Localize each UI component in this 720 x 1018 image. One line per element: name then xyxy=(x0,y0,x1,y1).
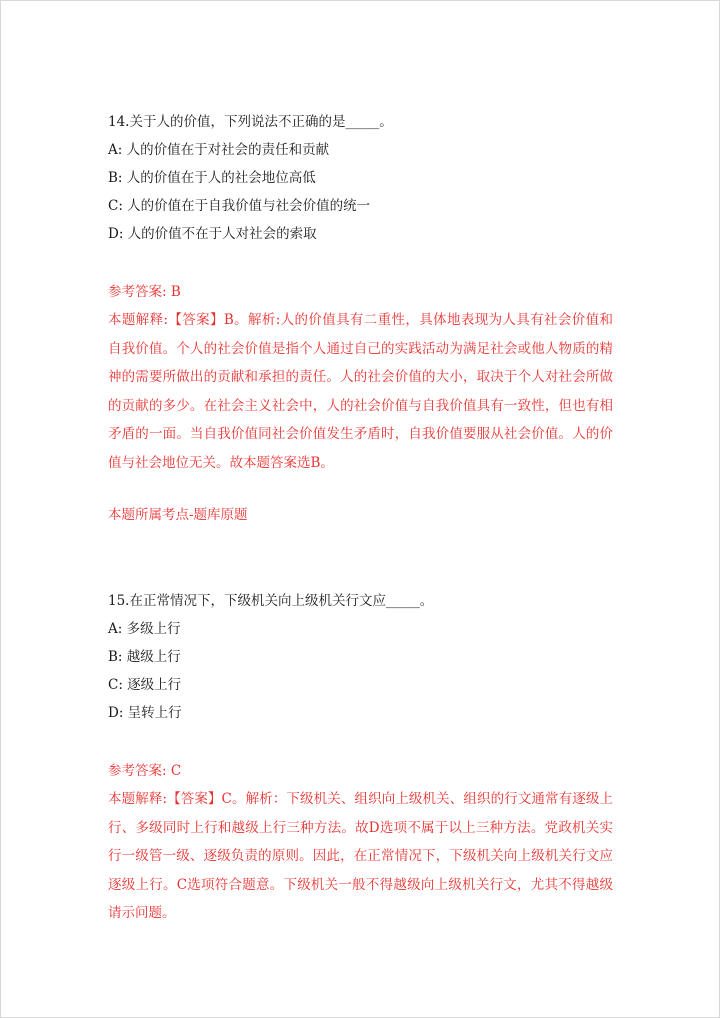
document-content xyxy=(108,108,613,928)
option-c: C: 人的价值在于自我价值与社会价值的统一 xyxy=(108,198,371,214)
option-b: B: 越级上行 xyxy=(108,649,181,665)
question-15 xyxy=(108,587,613,928)
explanation: 本题解释:【答案】C。解析：下级机关、组织向上级机关、组织的行文通常有逐级上行、多级同时上行和越级上行三种方法。故D选项不属于以上三种方法。党政机关实行一级管一级、逐级负责的原则。因此，在正常情况下，下级机关向上级机关行文应逐级上行。C选项符合题意。下级机关一般不得越级向上级机关行文，尤其不得越级请示问题。 xyxy=(108,791,613,921)
option-a: A: 多级上行 xyxy=(108,621,181,637)
option-c: C: 逐级上行 xyxy=(108,677,182,693)
option-d: D: 呈转上行 xyxy=(108,705,182,721)
question-title: 15.在正常情况下，下级机关向上级机关行文应_____。 xyxy=(108,593,434,609)
answer-line: 参考答案: B xyxy=(108,284,181,300)
option-a: A: 人的价值在于对社会的责任和贡献 xyxy=(108,142,330,158)
source-tag: 本题所属考点-题库原题 xyxy=(108,507,248,523)
question-title: 14.关于人的价值，下列说法不正确的是_____。 xyxy=(108,114,393,130)
explanation: 本题解释:【答案】B。解析:人的价值具有二重性，具体地表现为人具有社会价值和自我价值。个人的社会价值是指个人通过自己的实践活动为满足社会或他人物质的精神的需要所做出的贡献和承担的责任。人的社会价值的大小，取决于个人对社会所做的贡献的多少。在社会主义社会中，人的社会价值与自我价值具有一致性，但也有相矛盾的一面。当自我价值同社会价值发生矛盾时，自我价值要服从社会价值。人的价值与社会地位无关。故本题答案选B。 xyxy=(108,312,613,471)
spacer xyxy=(108,248,613,278)
spacer xyxy=(108,727,613,757)
question-14 xyxy=(108,108,613,529)
spacer xyxy=(108,529,613,587)
option-b: B: 人的价值在于人的社会地位高低 xyxy=(108,170,316,186)
answer-line: 参考答案: C xyxy=(108,763,182,779)
option-d: D: 人的价值不在于人对社会的索取 xyxy=(108,226,317,242)
spacer xyxy=(108,477,613,501)
